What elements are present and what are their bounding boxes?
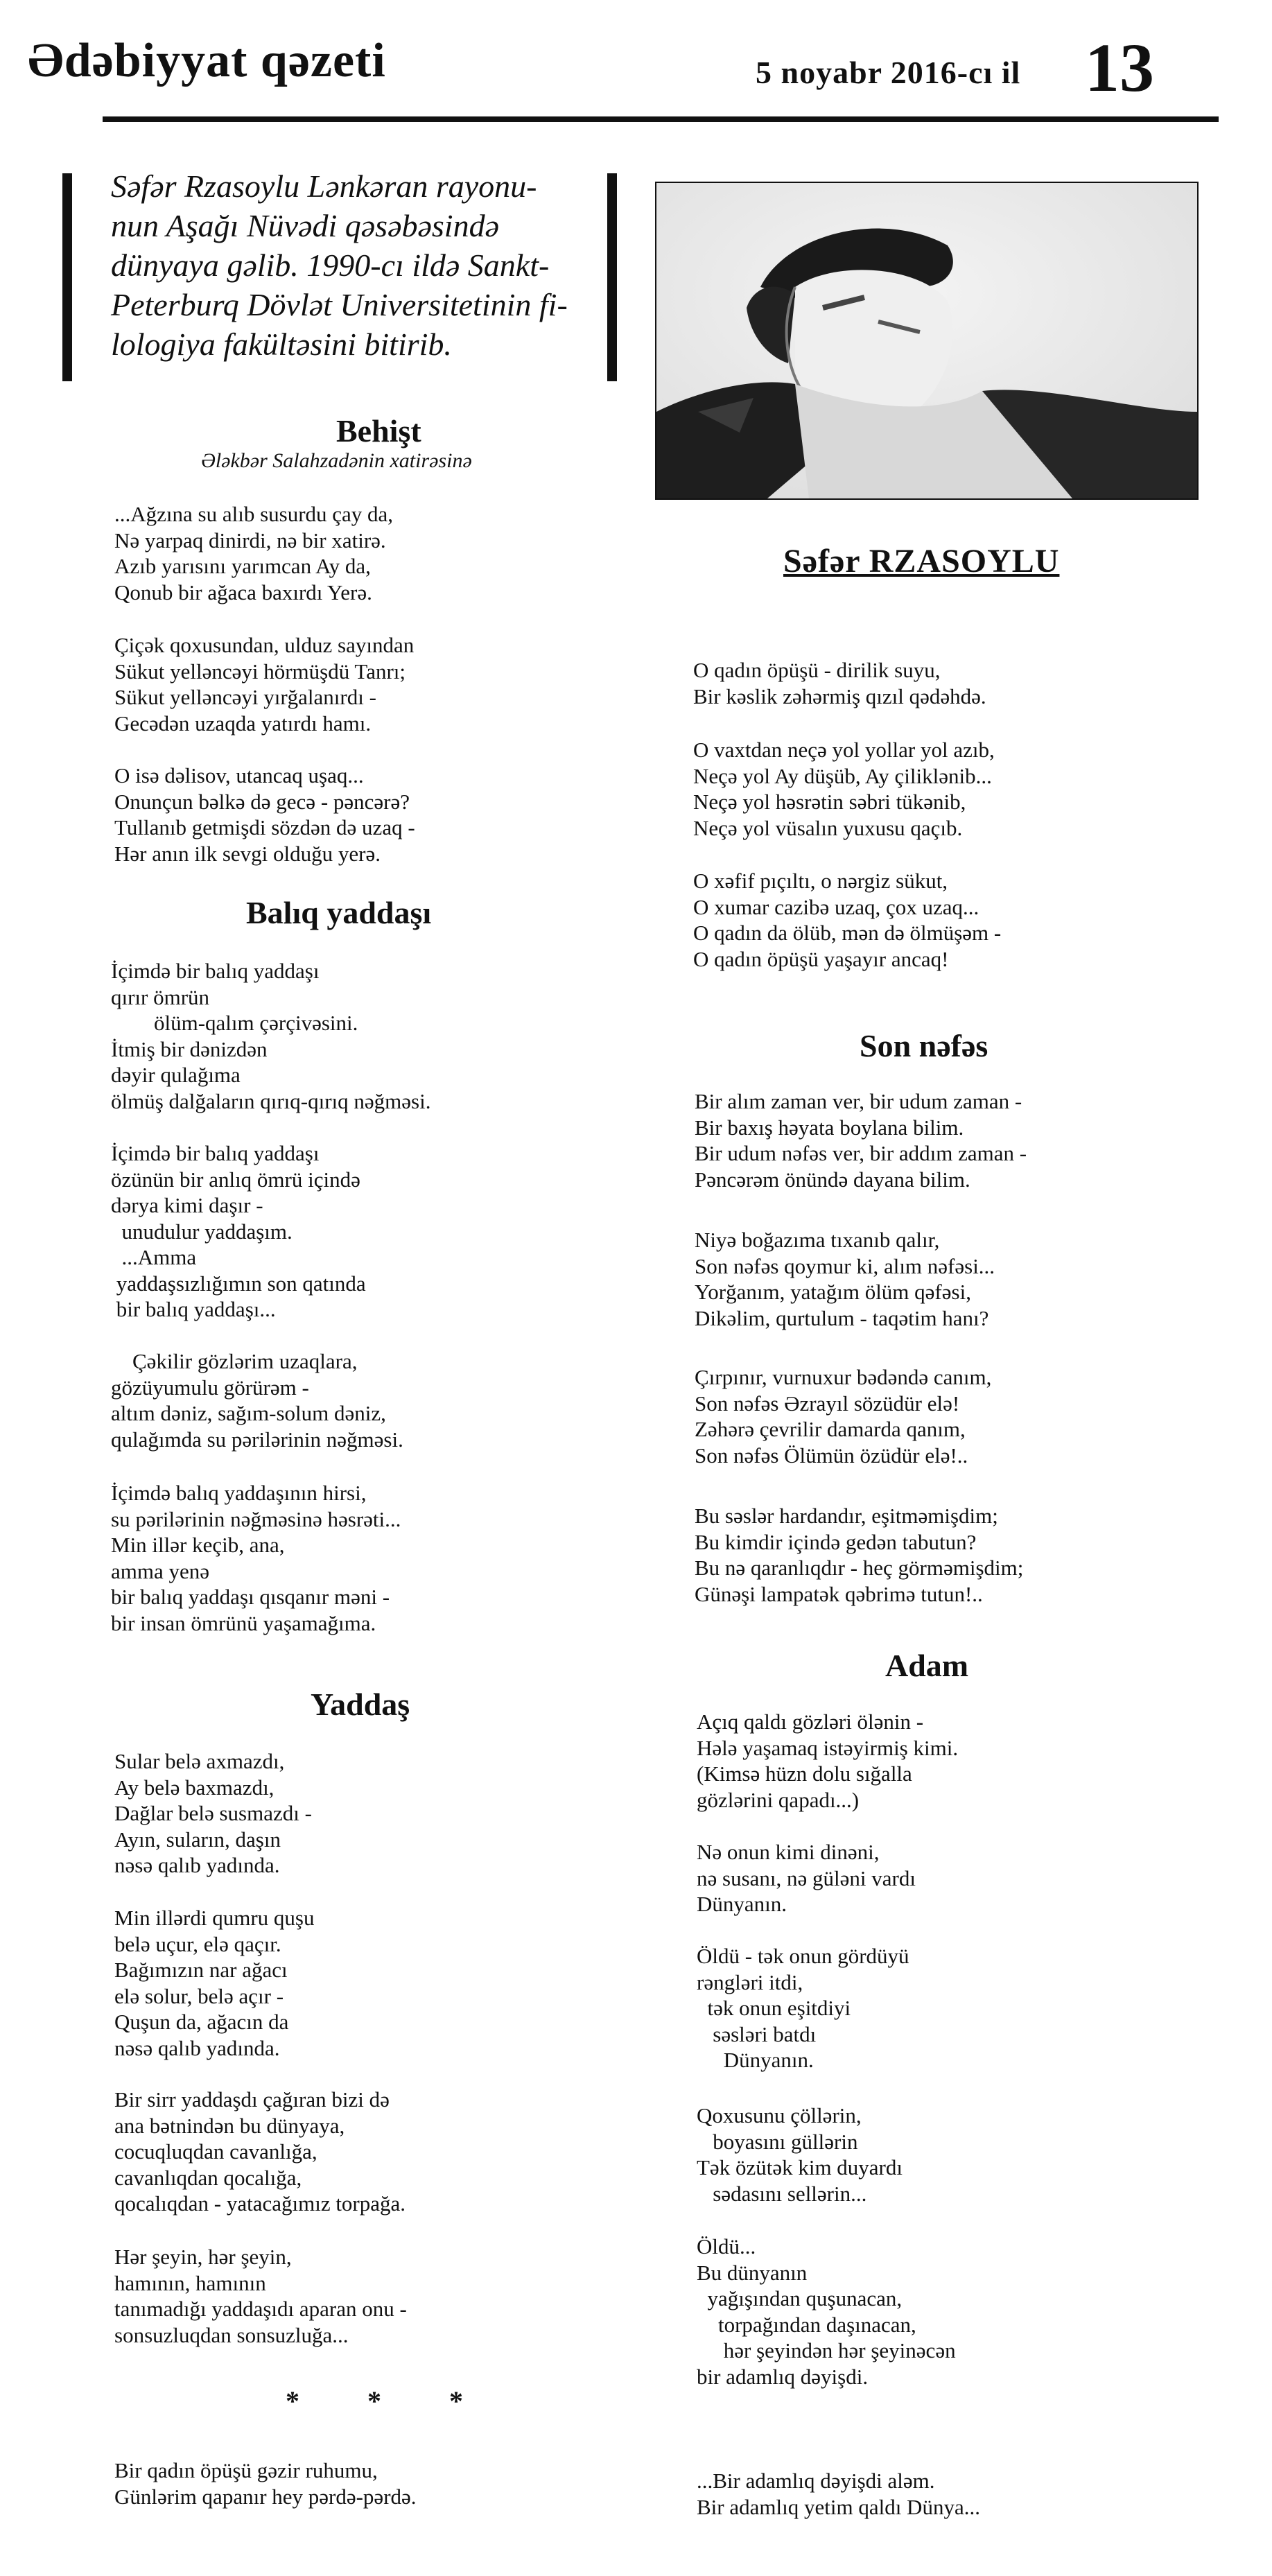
poem-line: ...Ağzına su alıb susurdu çay da,: [114, 502, 394, 526]
poem-line: Niyə boğazıma tıxanıb qalır,: [695, 1228, 940, 1252]
poem-stanza: [111, 958, 430, 1114]
poem-title-behisht: Behişt: [336, 413, 421, 449]
poem-line: Öldü...: [697, 2234, 756, 2259]
poem-line: elə solur, belə açır -: [114, 1983, 284, 2008]
poem-line: Açıq qaldı gözləri ölənin -: [697, 1709, 924, 1734]
poem-line: ölmüş dalğaların qırıq-qırıq nəğməsi.: [111, 1088, 431, 1113]
poem-line: özünün bir anlıq ömrü içində: [111, 1167, 360, 1192]
page-number: 13: [1085, 29, 1154, 106]
poem-line: Quşun da, ağacın da: [114, 2010, 289, 2034]
poem-line: Ay belə baxmazdı,: [114, 1775, 275, 1800]
poem-line: Günlərim qapanır hey pərdə-pərdə.: [114, 2484, 417, 2509]
poem-line: O isə dəlisov, utancaq uşaq...: [114, 763, 364, 787]
poem-line: Dikəlim, qurtulum - taqətim hanı?: [695, 1305, 989, 1330]
poem-line: torpağından daşınacan,: [697, 2312, 916, 2337]
poem-line: dərya kimi daşır -: [111, 1193, 263, 1217]
poem-line: O qadın öpüşü - dirilik suyu,: [693, 658, 941, 682]
poem-line: sədasını sellərin...: [697, 2181, 867, 2206]
poem-line: Son nəfəs Əzrayıl sözüdür elə!: [695, 1391, 960, 1416]
poem-line: ...Amma: [111, 1245, 197, 1269]
poem-line: Bu nə qaranlıqdır - heç görməmişdim;: [695, 1556, 1024, 1580]
poem-stanza: [111, 1140, 366, 1323]
poem-line: Hər şeyin, hər şeyin,: [114, 2245, 292, 2269]
poem-line: Bir qadın öpüşü gəzir ruhumu,: [114, 2458, 378, 2482]
poem-line: cavanlıqdan qocalığa,: [114, 2165, 302, 2190]
poem-stanza: [697, 2234, 956, 2390]
poem-title-baliq: Balıq yaddaşı: [246, 895, 432, 930]
poem-line: tanımadığı yaddaşıdı aparan onu -: [114, 2297, 407, 2321]
poem-line: qulağımda su pərilərinin nəğməsi.: [111, 1427, 403, 1452]
bio-line: Səfər Rzasoylu Lənkəran rayonu-: [111, 168, 537, 204]
poem-line: dəyir qulağıma: [111, 1063, 241, 1087]
poem-stanza: [114, 2457, 417, 2509]
poem-line: Bir kəslik zəhərmiş qızıl qədəhdə.: [693, 684, 986, 708]
poem-stanza: [114, 1905, 314, 2061]
portrait-image: [656, 183, 1197, 498]
poem-stanza: [114, 2244, 407, 2348]
poem-stanza: [697, 2468, 980, 2520]
poem-stanza: [114, 632, 414, 736]
author-photo: [655, 182, 1199, 500]
poem-line: Ayın, suların, daşın: [114, 1827, 281, 1852]
poem-line: İçimdə bir balıq yaddaşı: [111, 1141, 320, 1165]
poem-stanza: [114, 1748, 312, 1879]
poem-line: Hələ yaşamaq istəyirmiş kimi.: [697, 1735, 959, 1760]
poem-line: qocalıqdan - yatacağımız torpağa.: [114, 2191, 406, 2216]
bio-line: Peterburq Dövlət Universitetinin fi-: [111, 287, 568, 322]
poem-line: ana bətnindən bu dünyaya,: [114, 2113, 345, 2138]
poem-line: O xəfif pıçıltı, o nərgiz sükut,: [693, 869, 948, 893]
poem-stanza: [697, 1839, 916, 1917]
poem-stanza: [695, 1364, 991, 1468]
poem-line: su pərilərinin nəğməsinə həsrəti...: [111, 1506, 401, 1531]
poem-line: Nə onun kimi dinəni,: [697, 1840, 880, 1864]
poem-stanza: [693, 657, 986, 709]
poem-stanza: [114, 763, 415, 867]
poem-line: boyasını güllərin: [697, 2129, 858, 2154]
poem-line: Bir baxış həyata boylana bilim.: [695, 1115, 964, 1140]
poem-line: Bu kimdir içində gedən tabutun?: [695, 1529, 977, 1554]
poem-line: Bir udum nəfəs ver, bir addım zaman -: [695, 1141, 1027, 1165]
poem-line: gözüyumulu görürəm -: [111, 1375, 309, 1400]
poem-line: Dünyanın.: [697, 1892, 787, 1916]
poem-line: yağışından quşunacan,: [697, 2286, 903, 2310]
poem-line: Qoxusunu çöllərin,: [697, 2103, 862, 2127]
poem-title-yaddas: Yaddaş: [311, 1687, 410, 1722]
poem-line: nəsə qalıb yadında.: [114, 1853, 280, 1877]
poem-line: Bir adamlıq yetim qaldı Dünya...: [697, 2494, 980, 2519]
poem-stanza: [697, 1709, 958, 1813]
poem-line: ölüm-qalım çərçivəsini.: [111, 1011, 358, 1035]
poem-line: hər şeyindən hər şeyinəcən: [697, 2338, 956, 2362]
poem-line: Sükut yelləncəyi hörmüşdü Tanrı;: [114, 659, 406, 684]
poem-line: Tək özütək kim duyardı: [697, 2155, 903, 2179]
poem-line: bir adamlıq dəyişdi.: [697, 2364, 869, 2389]
author-bio-box: [62, 166, 617, 388]
poem-line: sonsuzluqdan sonsuzluğa...: [114, 2322, 349, 2347]
poem-stanza: [114, 2087, 406, 2217]
poem-line: Bu səslər hardandır, eşitməmişdim;: [695, 1504, 998, 1528]
poem-stanza: [695, 1503, 1023, 1607]
poem-line: Onunçun bəlkə də gecə - pəncərə?: [114, 789, 410, 814]
poem-line: Yorğanım, yatağım ölüm qəfəsi,: [695, 1280, 971, 1304]
poem-line: Neçə yol Ay düşüb, Ay çiliklənib...: [693, 763, 992, 788]
poem-stanza: [111, 1480, 401, 1636]
poem-line: Zəhərə çevrilir damarda qanım,: [695, 1417, 966, 1441]
poem-line: Sular belə axmazdı,: [114, 1749, 285, 1773]
poem-stanza: [695, 1227, 995, 1331]
poem-line: Bir alım zaman ver, bir udum zaman -: [695, 1089, 1022, 1113]
poem-line: belə uçur, elə qaçır.: [114, 1931, 281, 1956]
poem-line: Çırpınır, vurnuxur bədəndə canım,: [695, 1365, 992, 1389]
poem-line: tək onun eşitdiyi: [697, 1996, 851, 2020]
author-bio: [111, 166, 603, 364]
poem-line: Hər anın ilk sevgi olduğu yerə.: [114, 841, 381, 866]
poem-line: yaddaşsızlığımın son qatında: [111, 1271, 366, 1296]
poem-title-son-nefes: Son nəfəs: [860, 1028, 988, 1063]
header-rule: [103, 116, 1219, 122]
poem-stanza: [693, 737, 995, 841]
poem-dedication: Ələkbər Salahzadənin xatirəsinə: [201, 449, 472, 472]
poem-line: ...Bir adamlıq dəyişdi aləm.: [697, 2469, 935, 2493]
poem-line: Bir sirr yaddaşdı çağıran bizi də: [114, 2087, 390, 2112]
masthead: Ədəbiyyat qəzeti: [28, 34, 386, 87]
poem-line: Gecədən uzaqda yatırdı hamı.: [114, 711, 372, 736]
poem-line: unudulur yaddaşım.: [111, 1219, 293, 1244]
bio-line: dünyaya gəlib. 1990-cı ildə Sankt-: [111, 247, 550, 283]
poem-line: bir balıq yaddaşı...: [111, 1297, 276, 1321]
poem-line: İçimdə balıq yaddaşının hirsi,: [111, 1481, 367, 1505]
poem-line: (Kimsə hüzn dolu sığalla: [697, 1761, 912, 1786]
poem-title-adam: Adam: [885, 1648, 969, 1683]
bio-line: nun Aşağı Nüvədi qəsəbəsində: [111, 208, 499, 243]
poem-stanza: [697, 2103, 903, 2207]
poem-line: Neçə yol vüsalın yuxusu qaçıb.: [693, 815, 963, 840]
poem-line: cocuqluqdan cavanlığa,: [114, 2139, 317, 2164]
poem-line: nə susanı, nə güləni vardı: [697, 1865, 916, 1890]
poem-line: Qonub bir ağaca baxırdı Yerə.: [114, 580, 372, 604]
poem-line: rəngləri itdi,: [697, 1969, 803, 1994]
poem-line: İçimdə bir balıq yaddaşı: [111, 959, 320, 983]
poem-line: Çəkilir gözlərim uzaqlara,: [111, 1349, 358, 1373]
poem-line: O qadın da ölüb, mən də ölmüşəm -: [693, 921, 1002, 945]
bio-left-bar: [62, 173, 72, 381]
poem-stanza: [693, 868, 1001, 972]
poem-line: Tullanıb getmişdi sözdən də uzaq -: [114, 815, 415, 839]
poem-line: qırır ömrün: [111, 984, 210, 1009]
poem-line: Neçə yol həsrətin səbri tükənib,: [693, 790, 966, 814]
issue-date: 5 noyabr 2016-cı il: [756, 55, 1021, 90]
poem-line: Son nəfəs Ölümün özüdür elə!..: [695, 1443, 968, 1468]
poem-line: səsləri batdı: [697, 2021, 817, 2046]
bio-right-bar: [607, 173, 617, 381]
poem-line: amma yenə: [111, 1558, 210, 1583]
poem-line: Dağlar belə susmazdı -: [114, 1801, 312, 1825]
poem-line: O qadın öpüşü yaşayır ancaq!: [693, 946, 949, 971]
poem-line: nəsə qalıb yadında.: [114, 2035, 280, 2060]
poem-line: Min illər keçib, ana,: [111, 1533, 285, 1557]
poem-line: İtmiş bir dənizdən: [111, 1036, 268, 1061]
poem-line: Dünyanın.: [697, 2048, 814, 2072]
poem-line: Bu dünyanın: [697, 2260, 808, 2285]
poem-line: Nə yarpaq dinirdi, nə bir xatirə.: [114, 528, 386, 552]
poem-stanza: [697, 1943, 909, 2073]
poem-line: altım dəniz, sağım-solum dəniz,: [111, 1401, 386, 1425]
poem-line: bir insan ömrünü yaşamağıma.: [111, 1610, 376, 1635]
poem-line: Pəncərəm önündə dayana bilim.: [695, 1167, 970, 1192]
poem-stanza: [111, 1348, 403, 1452]
poem-line: Çiçək qoxusundan, ulduz sayından: [114, 633, 415, 657]
poem-line: Min illərdi qumru quşu: [114, 1906, 315, 1930]
poem-line: Günəşi lampatək qəbrimə tutun!..: [695, 1581, 983, 1606]
author-name: Səfər RZASOYLU: [783, 543, 1060, 580]
bio-line: lologiya fakültəsini bitirib.: [111, 327, 452, 362]
section-separator: * * *: [286, 2385, 494, 2417]
poem-line: O xumar cazibə uzaq, çox uzaq...: [693, 894, 979, 919]
poem-line: gözlərini qapadı...): [697, 1787, 860, 1812]
poem-line: Son nəfəs qoymur ki, alım nəfəsi...: [695, 1253, 995, 1278]
poem-line: hamının, hamının: [114, 2270, 266, 2295]
poem-line: Sükut yelləncəyi yırğalanırdı -: [114, 685, 376, 709]
poem-stanza: [114, 501, 393, 605]
poem-line: Öldü - tək onun gördüyü: [697, 1944, 909, 1968]
poem-stanza: [695, 1088, 1027, 1192]
poem-line: Bağımızın nar ağacı: [114, 1958, 288, 1982]
poem-line: Azıb yarısını yarımcan Ay da,: [114, 554, 371, 578]
poem-line: bir balıq yaddaşı qısqanır məni -: [111, 1585, 390, 1609]
poem-line: O vaxtdan neçə yol yollar yol azıb,: [693, 738, 995, 762]
